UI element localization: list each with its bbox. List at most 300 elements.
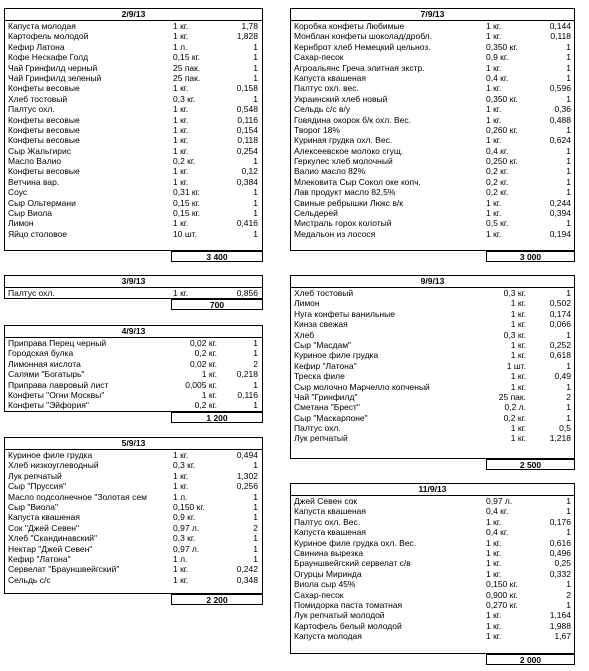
item-amount: 1 xyxy=(253,553,258,564)
item-quantity: 0,4 кг. xyxy=(486,145,509,156)
item-name: Кернброт хлеб Немецкий цельноз. xyxy=(294,41,431,52)
item-amount: 0,254 xyxy=(236,145,258,156)
item-name: Капуста квашеная xyxy=(8,512,81,523)
item-quantity: 0,02 кг. xyxy=(189,338,217,348)
item-name: Нектар "Джей Севен" xyxy=(8,543,93,554)
item-quantity: 1 кг. xyxy=(173,481,189,492)
item-amount: 1 xyxy=(253,156,258,167)
item-amount: 0,244 xyxy=(549,197,571,208)
item-quantity: 0,150 кг. xyxy=(173,501,205,512)
item-name: Конфеты "Эйфория" xyxy=(8,400,89,411)
item-name: Сыр "Виола" xyxy=(8,501,59,512)
item-quantity: 0,2 кг. xyxy=(503,412,526,423)
receipt-total: 2 200 xyxy=(171,594,263,605)
receipt-line xyxy=(291,631,574,641)
item-name: Сахар-песок xyxy=(294,589,344,600)
item-quantity: 1 кг. xyxy=(486,83,502,94)
item-name: Конфеты весовые xyxy=(8,166,80,177)
item-amount: 1 xyxy=(253,338,258,348)
receipt-line xyxy=(291,392,574,402)
item-quantity: 10 шт. xyxy=(173,228,197,239)
receipt-line xyxy=(291,73,574,83)
receipt-line xyxy=(291,63,574,73)
receipt-line xyxy=(5,460,262,470)
item-amount: 0,416 xyxy=(236,218,258,229)
receipt-line xyxy=(5,359,262,369)
receipt-line xyxy=(291,198,574,208)
receipt-block-3-9-13 xyxy=(4,275,263,310)
item-amount: 1 xyxy=(253,197,258,208)
item-name: Приправа лавровый лист xyxy=(8,379,109,390)
item-quantity: 1 кг. xyxy=(173,176,189,187)
item-quantity: 1 кг. xyxy=(201,389,217,400)
item-name: Сервелат "Брауншвейгский" xyxy=(8,564,120,575)
item-name: Палтус охл. Вес. xyxy=(294,516,361,527)
item-amount: 0,12 xyxy=(241,166,258,177)
item-name: Хлеб xyxy=(294,329,315,340)
item-name: Свинина вырезка xyxy=(294,547,364,558)
item-amount: 1 xyxy=(566,412,571,423)
item-quantity: 0,97 л. xyxy=(486,496,513,506)
item-name: Творог 18% xyxy=(294,124,340,135)
item-quantity: 1 кг. xyxy=(173,145,189,156)
item-quantity: 1 кг. xyxy=(486,631,502,642)
receipt-line xyxy=(291,548,574,558)
item-name: Лимон xyxy=(294,298,320,309)
item-amount: 1 xyxy=(566,288,571,298)
item-name: Лимонная кислота xyxy=(8,358,81,369)
item-amount: 1 xyxy=(253,93,258,104)
item-name: Кефир "Латона" xyxy=(8,553,71,564)
receipt-line xyxy=(291,83,574,93)
item-amount: 1 xyxy=(566,124,571,135)
item-amount: 0,618 xyxy=(549,350,571,361)
item-amount: 0,36 xyxy=(554,104,571,115)
item-name: Масло Валио xyxy=(8,156,62,167)
item-name: Украинский хлеб новый xyxy=(294,93,388,104)
receipt-line xyxy=(5,533,262,543)
receipt-line xyxy=(5,218,262,228)
item-amount: 1 xyxy=(253,512,258,523)
item-quantity: 0,250 кг. xyxy=(486,156,518,167)
item-quantity: 0,005 кг. xyxy=(185,379,217,390)
item-amount: 1,78 xyxy=(241,21,258,31)
receipt-line xyxy=(291,371,574,381)
item-quantity: 0,2 кг. xyxy=(486,166,509,177)
receipt-line xyxy=(291,558,574,568)
item-quantity: 0,97 л. xyxy=(173,522,200,533)
receipt-line xyxy=(5,208,262,218)
item-amount: 1 xyxy=(253,62,258,73)
receipt-line xyxy=(291,579,574,589)
receipt-line xyxy=(5,229,262,239)
receipt-line xyxy=(5,481,262,491)
item-quantity: 1 кг. xyxy=(173,124,189,135)
item-amount: 2 xyxy=(253,358,258,369)
item-amount: 0,116 xyxy=(237,389,258,400)
item-quantity: 1 кг. xyxy=(510,319,526,330)
item-amount: 1 xyxy=(566,166,571,177)
receipt-line xyxy=(291,166,574,176)
item-amount: 1 xyxy=(566,62,571,73)
item-amount: 2 xyxy=(253,522,258,533)
item-quantity: 0,15 кг. xyxy=(173,208,201,219)
item-name: Яйцо столовое xyxy=(8,228,67,239)
item-amount: 1 xyxy=(566,145,571,156)
receipt-line xyxy=(5,471,262,481)
receipt-line xyxy=(291,288,574,298)
receipt-line xyxy=(291,187,574,197)
item-name: Ветчина вар. xyxy=(8,176,60,187)
receipt-line xyxy=(291,506,574,516)
item-amount: 1 xyxy=(253,208,258,219)
item-amount: 0,256 xyxy=(236,481,258,492)
item-name: Лав продукт масло 82,5% xyxy=(294,187,396,198)
item-amount: 0,596 xyxy=(549,83,571,94)
receipt-block-11-9-13 xyxy=(290,483,575,665)
item-name: Палтус охл. вес. xyxy=(294,83,359,94)
item-quantity: 0,2 кг. xyxy=(486,187,509,198)
item-amount: 1 xyxy=(253,460,258,471)
item-name: Кефир Латона xyxy=(8,41,65,52)
item-name: Коробка конфеты Любимые xyxy=(294,21,405,31)
item-amount: 0,066 xyxy=(549,319,571,330)
item-amount: 0,144 xyxy=(549,21,571,31)
item-amount: 1 xyxy=(253,187,258,198)
item-quantity: 0,2 кг. xyxy=(486,176,509,187)
item-quantity: 1 кг. xyxy=(510,298,526,309)
item-quantity: 1 кг. xyxy=(510,339,526,350)
receipt-line xyxy=(291,382,574,392)
item-amount: 1 xyxy=(253,533,258,544)
item-quantity: 1 л. xyxy=(173,491,188,502)
item-name: Картофель молодой xyxy=(8,31,89,42)
item-name: Сыр "Маскарпоне" xyxy=(294,412,368,423)
item-quantity: 1 кг. xyxy=(510,308,526,319)
item-name: Конфеты весовые xyxy=(8,83,80,94)
item-quantity: 1 кг. xyxy=(510,423,526,434)
receipt-rows xyxy=(291,288,574,444)
item-name: Хлеб тостовый xyxy=(8,93,68,104)
item-quantity: 25 пак. xyxy=(173,62,201,73)
receipt-line xyxy=(5,52,262,62)
receipt-line xyxy=(5,512,262,522)
item-amount: 1,302 xyxy=(236,470,258,481)
item-amount: 0,616 xyxy=(549,537,571,548)
item-name: Сыр молочно Марчелло копченый xyxy=(294,381,430,392)
item-amount: 0,176 xyxy=(549,516,571,527)
item-quantity: 0,2 кг. xyxy=(194,400,217,411)
item-name: Сельдь с/с xyxy=(8,574,51,585)
item-amount: 0,394 xyxy=(549,208,571,219)
item-amount: 0,116 xyxy=(237,114,258,125)
item-name: Палтус охл. xyxy=(8,288,55,298)
item-name: Сыр Жальгирис xyxy=(8,145,71,156)
receipt-line xyxy=(5,166,262,176)
item-amount: 1 xyxy=(566,72,571,83)
item-quantity: 0,270 кг. xyxy=(486,599,518,610)
item-amount: 1 xyxy=(566,579,571,590)
item-quantity: 0,5 кг. xyxy=(486,218,509,229)
receipt-line xyxy=(5,502,262,512)
item-amount: 1,67 xyxy=(554,631,571,642)
receipt-line xyxy=(291,156,574,166)
item-amount: 1 xyxy=(253,379,258,390)
item-amount: 0,348 xyxy=(236,574,258,585)
receipt-line xyxy=(291,600,574,610)
item-quantity: 0,2 кг. xyxy=(173,156,196,167)
item-name: Мистраль горох колотый xyxy=(294,218,392,229)
item-name: Куриное филе грудка xyxy=(294,350,379,361)
receipt-line xyxy=(291,517,574,527)
receipt-total: 2 500 xyxy=(486,459,575,470)
item-quantity: 0,3 кг. xyxy=(173,93,196,104)
receipt-line xyxy=(5,492,262,502)
receipt-line xyxy=(5,450,262,460)
receipt-line xyxy=(5,94,262,104)
item-amount: 0,252 xyxy=(549,339,571,350)
item-quantity: 1 кг. xyxy=(486,610,502,621)
item-quantity: 0,2 л. xyxy=(504,402,526,413)
item-quantity: 1 шт. xyxy=(506,360,526,371)
item-amount: 0,118 xyxy=(237,135,258,146)
item-name: Лук репчатый xyxy=(294,433,348,444)
item-name: Алексеевское молоко сгущ. xyxy=(294,145,404,156)
item-name: Капуста молодая xyxy=(8,21,76,31)
item-amount: 0,488 xyxy=(549,114,571,125)
item-quantity: 0,9 кг. xyxy=(486,52,509,63)
item-quantity: 1 кг. xyxy=(486,620,502,631)
receipt-line xyxy=(5,63,262,73)
item-name: Лимон xyxy=(8,218,34,229)
item-amount: 2 xyxy=(566,589,571,600)
receipt-total: 3 000 xyxy=(486,251,575,262)
item-name: Помидорка паста томатная xyxy=(294,599,403,610)
receipt-line xyxy=(5,125,262,135)
receipt-line xyxy=(5,73,262,83)
receipt-date: 9/9/13 xyxy=(291,276,574,288)
item-quantity: 0,9 кг. xyxy=(173,512,196,523)
receipt-rows xyxy=(5,21,262,239)
receipt-date: 7/9/13 xyxy=(291,9,574,21)
item-name: Нуга конфеты ванильные xyxy=(294,308,395,319)
item-amount: 1 xyxy=(566,360,571,371)
receipt-line xyxy=(291,31,574,41)
item-name: Лук репчатый молодой xyxy=(294,610,385,621)
item-quantity: 1 кг. xyxy=(486,558,502,569)
receipt-line xyxy=(5,21,262,31)
item-quantity: 1 кг. xyxy=(486,21,502,31)
receipt-line xyxy=(291,177,574,187)
item-quantity: 0,3 кг. xyxy=(503,329,526,340)
item-quantity: 0,97 л. xyxy=(173,543,200,554)
receipt-line xyxy=(5,104,262,114)
item-name: Масло подсолнечное "Золотая сем xyxy=(8,491,147,502)
item-amount: 0,49 xyxy=(554,371,571,382)
receipt-line xyxy=(291,538,574,548)
receipt-rows xyxy=(291,496,574,641)
receipt-date: 11/9/13 xyxy=(291,484,574,496)
item-quantity: 0,260 кг. xyxy=(486,124,518,135)
receipt-line xyxy=(291,527,574,537)
item-amount: 1,988 xyxy=(549,620,571,631)
item-name: Конфеты весовые xyxy=(8,114,80,125)
item-quantity: 1 кг. xyxy=(173,470,189,481)
receipt-date: 3/9/13 xyxy=(5,276,262,288)
item-quantity: 0,4 кг. xyxy=(486,527,509,538)
item-amount: 1 xyxy=(253,491,258,502)
item-amount: 0,158 xyxy=(236,83,258,94)
item-quantity: 0,15 кг. xyxy=(173,52,201,63)
item-name: Джей Севен сок xyxy=(294,496,358,506)
item-name: Геркулес хлеб молочный xyxy=(294,156,393,167)
item-quantity: 1 кг. xyxy=(173,218,189,229)
item-name: Треска филе xyxy=(294,371,345,382)
item-quantity: 0,15 кг. xyxy=(173,197,201,208)
item-name: Сок "Джей Севен" xyxy=(8,522,79,533)
receipt-line xyxy=(291,433,574,443)
receipt-line xyxy=(291,298,574,308)
receipt-line xyxy=(5,400,262,410)
receipt-line xyxy=(5,523,262,533)
receipt-block-4-9-13 xyxy=(4,325,263,423)
item-quantity: 1 кг. xyxy=(173,574,189,585)
receipt-total: 700 xyxy=(171,299,263,310)
item-name: Чай "Гринфилд" xyxy=(294,391,358,402)
item-quantity: 1 кг. xyxy=(486,135,502,146)
item-quantity: 1 кг. xyxy=(510,381,526,392)
item-name: Сыр Виола xyxy=(8,208,52,219)
receipt-date: 2/9/13 xyxy=(5,9,262,21)
receipt-total: 2 000 xyxy=(486,654,575,665)
item-amount: 0,174 xyxy=(549,308,571,319)
receipt-block-5-9-13 xyxy=(4,437,263,605)
item-name: Сыр Ольтермани xyxy=(8,197,76,208)
item-amount: 1 xyxy=(566,527,571,538)
receipt-line xyxy=(5,380,262,390)
item-quantity: 1 кг. xyxy=(486,104,502,115)
receipt-line xyxy=(291,350,574,360)
receipt-line xyxy=(291,319,574,329)
item-quantity: 1 кг. xyxy=(173,135,189,146)
receipt-line xyxy=(291,621,574,631)
item-name: Хлеб низкоуглеводный xyxy=(8,460,99,471)
receipt-line xyxy=(5,115,262,125)
item-amount: 1 xyxy=(253,52,258,63)
item-quantity: 1 кг. xyxy=(173,31,189,42)
item-amount: 1 xyxy=(566,52,571,63)
receipt-line xyxy=(291,309,574,319)
receipt-line xyxy=(291,115,574,125)
item-name: Капуста квашеная xyxy=(294,527,367,538)
receipt-block-7-9-13 xyxy=(290,8,575,262)
item-amount: 1 xyxy=(566,506,571,517)
item-amount: 1 xyxy=(253,543,258,554)
item-quantity: 1 кг. xyxy=(486,208,502,219)
receipt-line xyxy=(291,330,574,340)
receipt-line xyxy=(291,218,574,228)
item-name: Капуста квашеная xyxy=(294,506,367,517)
receipt-line xyxy=(291,413,574,423)
receipt-line xyxy=(5,554,262,564)
item-amount: 1 xyxy=(566,218,571,229)
item-quantity: 1 кг. xyxy=(486,537,502,548)
item-amount: 2 xyxy=(566,391,571,402)
item-name: Картофель белый молодой xyxy=(294,620,402,631)
receipt-line xyxy=(291,610,574,620)
item-amount: 1 xyxy=(253,501,258,512)
receipt-total: 1 200 xyxy=(171,412,263,423)
receipt-line xyxy=(291,104,574,114)
item-name: Монблан конфеты шоколад/дробл. xyxy=(294,31,432,42)
item-quantity: 1 л. xyxy=(173,553,188,564)
item-amount: 1 xyxy=(566,41,571,52)
item-quantity: 0,3 кг. xyxy=(173,533,196,544)
item-name: Сыр "Пруссия" xyxy=(8,481,67,492)
item-quantity: 0,150 кг. xyxy=(486,579,518,590)
item-name: Приправа Перец черный xyxy=(8,338,107,348)
item-amount: 0,218 xyxy=(236,369,258,380)
item-name: Млековита Сыр Сокол оке копч. xyxy=(294,176,421,187)
item-amount: 1 xyxy=(566,156,571,167)
item-amount: 1,164 xyxy=(549,610,571,621)
item-quantity: 0,31 кг. xyxy=(173,187,201,198)
item-amount: 0,5 xyxy=(559,423,571,434)
item-name: Кефир "Латона" xyxy=(294,360,357,371)
item-amount: 1,828 xyxy=(236,31,258,42)
item-name: Сыр "Масдам" xyxy=(294,339,352,350)
item-amount: 1 xyxy=(566,381,571,392)
receipt-line xyxy=(291,125,574,135)
receipt-line xyxy=(5,177,262,187)
receipt-line xyxy=(5,575,262,585)
item-amount: 1 xyxy=(253,348,258,359)
receipt-line xyxy=(291,208,574,218)
receipt-line xyxy=(5,156,262,166)
item-name: Куриная грудка охл. Вес. xyxy=(294,135,393,146)
receipt-line xyxy=(5,288,262,298)
item-quantity: 1 кг. xyxy=(510,350,526,361)
item-quantity: 1 кг. xyxy=(486,228,502,239)
receipt-line xyxy=(291,423,574,433)
receipt-block-2-9-13 xyxy=(4,8,263,262)
item-amount: 1 xyxy=(253,228,258,239)
receipt-line xyxy=(291,340,574,350)
item-quantity: 1 кг. xyxy=(486,31,502,42)
item-amount: 0,494 xyxy=(236,450,258,460)
item-amount: 0,242 xyxy=(236,564,258,575)
item-quantity: 1 кг. xyxy=(510,371,526,382)
receipt-line xyxy=(291,21,574,31)
item-amount: 0,25 xyxy=(554,558,571,569)
item-quantity: 1 кг. xyxy=(486,516,502,527)
item-name: Сахар-песок xyxy=(294,52,344,63)
item-name: Говядина окорок б/к охл. Вес. xyxy=(294,114,411,125)
item-name: Агроальянс Греча элитная экстр. xyxy=(294,62,425,73)
receipt-line xyxy=(5,564,262,574)
item-name: Куриное филе грудка xyxy=(8,450,93,460)
receipt-line xyxy=(5,31,262,41)
item-name: Городская булка xyxy=(8,348,74,359)
item-name: Соус xyxy=(8,187,28,198)
item-name: Чай Гринфилд черный xyxy=(8,62,98,73)
item-quantity: 0,3 кг. xyxy=(503,288,526,298)
receipt-line xyxy=(291,229,574,239)
item-quantity: 1 кг. xyxy=(173,166,189,177)
item-amount: 0,332 xyxy=(549,568,571,579)
receipt-line xyxy=(291,496,574,506)
receipt-line xyxy=(5,187,262,197)
